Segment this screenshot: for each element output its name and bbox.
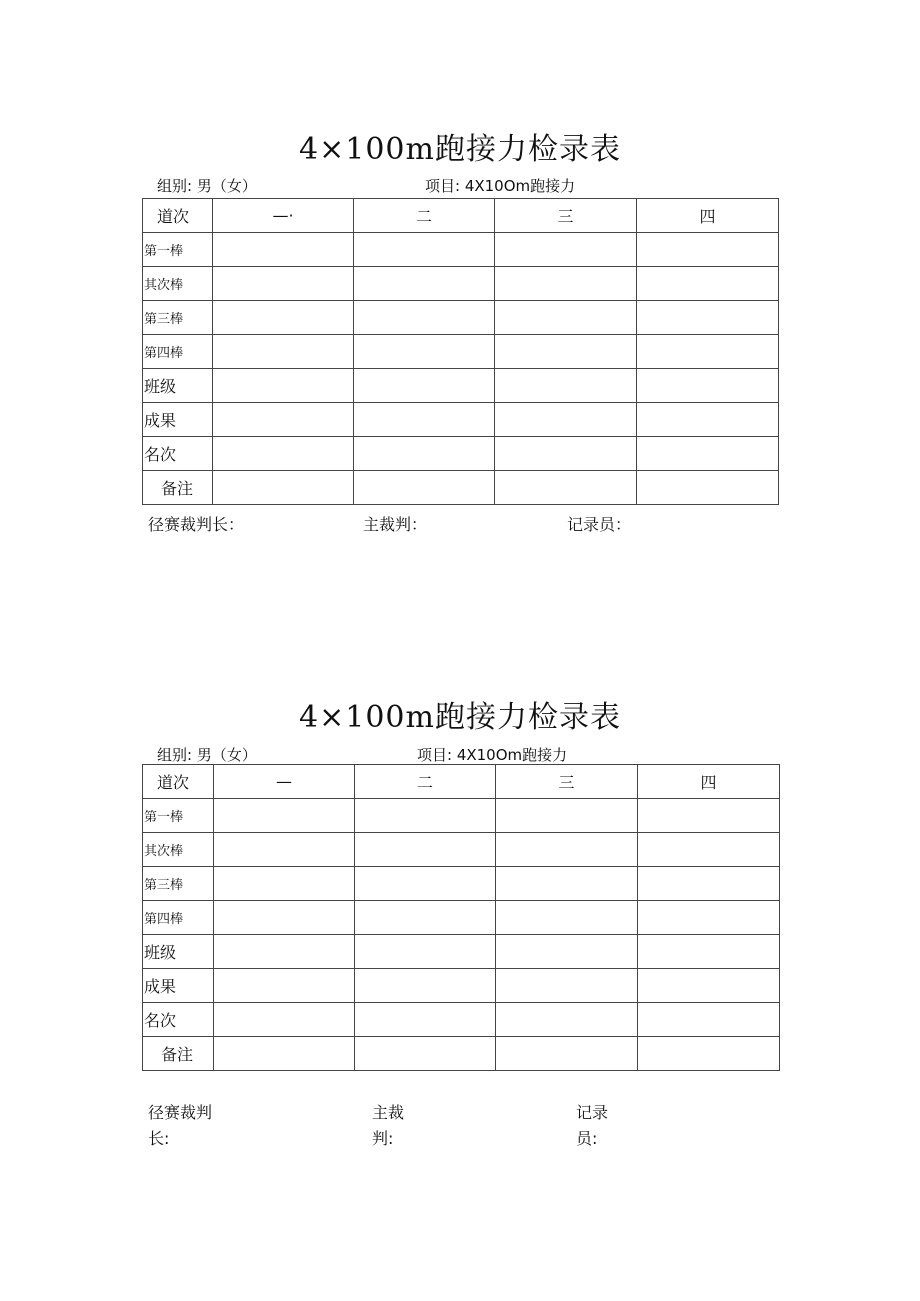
- row-label: 成果: [143, 969, 214, 1003]
- table-cell[interactable]: [637, 335, 779, 369]
- table-cell[interactable]: [354, 233, 495, 267]
- table-cell[interactable]: [214, 901, 355, 935]
- table-cell[interactable]: [355, 935, 496, 969]
- table-cell[interactable]: [637, 369, 779, 403]
- row-label: 第三棒: [143, 867, 214, 901]
- table-cell[interactable]: [354, 335, 495, 369]
- table-cell[interactable]: [213, 369, 354, 403]
- table-cell[interactable]: [355, 867, 496, 901]
- table-cell[interactable]: [214, 799, 355, 833]
- form2-head-referee-sign: [372, 1100, 404, 1152]
- row-label: 第三棒: [143, 301, 213, 335]
- form2-title: 4×100m跑接力检录表: [299, 700, 621, 735]
- form1-title: 4×100m跑接力检录表: [299, 132, 621, 167]
- table-cell[interactable]: [213, 403, 354, 437]
- table-row: [143, 403, 779, 437]
- form2-recorder-sign: [576, 1100, 608, 1152]
- form1-head-referee-sign: 主裁判：: [363, 515, 428, 534]
- lane-2-header: 二: [354, 199, 495, 233]
- table-cell[interactable]: [637, 267, 779, 301]
- lanes-header: 道次: [143, 765, 214, 799]
- table-row: [143, 833, 780, 867]
- sign-line-1: 主裁: [372, 1103, 405, 1122]
- table-cell[interactable]: [496, 901, 638, 935]
- lane-3-header: 三: [496, 765, 638, 799]
- lane-2-header: 二: [355, 765, 496, 799]
- row-label: 名次: [143, 1003, 214, 1037]
- table-row: [143, 335, 779, 369]
- table-row: [143, 867, 780, 901]
- sign-line-2: 长:: [148, 1129, 170, 1148]
- table-cell[interactable]: [496, 867, 638, 901]
- table-cell[interactable]: [495, 471, 637, 505]
- table-cell[interactable]: [496, 1003, 638, 1037]
- table-cell[interactable]: [354, 471, 495, 505]
- table-cell[interactable]: [213, 471, 354, 505]
- row-label: 备注: [143, 1037, 214, 1071]
- row-label: 名次: [143, 437, 213, 471]
- table-cell[interactable]: [354, 301, 495, 335]
- table-cell[interactable]: [213, 233, 354, 267]
- table-row: [143, 267, 779, 301]
- row-label: 其次棒: [143, 267, 213, 301]
- table-cell[interactable]: [638, 935, 780, 969]
- table-row: [143, 1037, 780, 1071]
- table-cell[interactable]: [354, 403, 495, 437]
- lanes-header: 道次: [143, 199, 213, 233]
- table-row: [143, 935, 780, 969]
- table-cell[interactable]: [354, 437, 495, 471]
- table-cell[interactable]: [638, 901, 780, 935]
- table-cell[interactable]: [355, 799, 496, 833]
- row-label: 第一棒: [143, 799, 214, 833]
- table-cell[interactable]: [355, 1003, 496, 1037]
- table-cell[interactable]: [495, 301, 637, 335]
- row-label: 成果: [143, 403, 213, 437]
- table-cell[interactable]: [495, 233, 637, 267]
- table-row: [143, 233, 779, 267]
- table-cell[interactable]: [637, 471, 779, 505]
- form1-table: [142, 198, 779, 505]
- table-cell[interactable]: [496, 799, 638, 833]
- row-label: 第四棒: [143, 901, 214, 935]
- table-cell[interactable]: [638, 833, 780, 867]
- lane-4-header: 四: [638, 765, 780, 799]
- table-row: [143, 799, 780, 833]
- sign-line-2: 员:: [576, 1129, 598, 1148]
- table-cell[interactable]: [496, 969, 638, 1003]
- table-row: [143, 471, 779, 505]
- table-cell[interactable]: [495, 403, 637, 437]
- table-cell[interactable]: [354, 267, 495, 301]
- form1-chief-referee-sign: 径赛裁判长：: [148, 515, 245, 534]
- table-cell[interactable]: [495, 335, 637, 369]
- sign-line-2: 判:: [372, 1129, 394, 1148]
- form2-event-label: 项目: 4X10Om跑接力: [417, 746, 568, 764]
- table-cell[interactable]: [496, 833, 638, 867]
- lane-1-header: —: [214, 765, 355, 799]
- table-cell[interactable]: [637, 233, 779, 267]
- table-cell[interactable]: [495, 437, 637, 471]
- table-cell[interactable]: [355, 833, 496, 867]
- sign-line-1: 径赛裁判: [148, 1103, 213, 1122]
- table-cell[interactable]: [637, 437, 779, 471]
- table-cell[interactable]: [496, 1037, 638, 1071]
- row-label: 备注: [143, 471, 213, 505]
- table-cell[interactable]: [213, 301, 354, 335]
- table-cell[interactable]: [355, 1037, 496, 1071]
- table-cell[interactable]: [638, 799, 780, 833]
- form2-group-label: 组别: 男（女）: [157, 746, 257, 764]
- table-row: [143, 301, 779, 335]
- table-cell[interactable]: [214, 1003, 355, 1037]
- table-cell[interactable]: [495, 369, 637, 403]
- table-cell[interactable]: [496, 935, 638, 969]
- table-cell[interactable]: [213, 437, 354, 471]
- table-cell[interactable]: [214, 969, 355, 1003]
- table-cell[interactable]: [495, 267, 637, 301]
- table-cell[interactable]: [637, 301, 779, 335]
- lane-1-header: —·: [213, 199, 354, 233]
- table-cell[interactable]: [214, 833, 355, 867]
- table-cell[interactable]: [355, 969, 496, 1003]
- row-label: 班级: [143, 369, 213, 403]
- table-row: [143, 437, 779, 471]
- row-label: 其次棒: [143, 833, 214, 867]
- sign-line-1: 记录: [576, 1103, 609, 1122]
- lane-4-header: 四: [637, 199, 779, 233]
- table-row: [143, 901, 780, 935]
- form1-group-label: 组别: 男（女）: [157, 177, 257, 195]
- form1-event-label: 项目: 4X10Om跑接力: [425, 177, 576, 195]
- table-cell[interactable]: [638, 867, 780, 901]
- table-header-row: [143, 199, 779, 233]
- table-cell[interactable]: [213, 267, 354, 301]
- table-header-row: [143, 765, 780, 799]
- table-cell[interactable]: [355, 901, 496, 935]
- table-cell[interactable]: [637, 403, 779, 437]
- row-label: 第一棒: [143, 233, 213, 267]
- form2-chief-referee-sign: [148, 1100, 212, 1152]
- table-row: [143, 969, 780, 1003]
- form2-table: [142, 764, 780, 1071]
- table-row: [143, 369, 779, 403]
- table-cell[interactable]: [354, 369, 495, 403]
- table-cell[interactable]: [213, 335, 354, 369]
- table-cell[interactable]: [638, 1037, 780, 1071]
- table-cell[interactable]: [638, 1003, 780, 1037]
- table-cell[interactable]: [214, 867, 355, 901]
- table-cell[interactable]: [638, 969, 780, 1003]
- table-cell[interactable]: [214, 1037, 355, 1071]
- row-label: 班级: [143, 935, 214, 969]
- row-label: 第四棒: [143, 335, 213, 369]
- table-row: [143, 1003, 780, 1037]
- form1-recorder-sign: 记录员：: [567, 515, 632, 534]
- table-cell[interactable]: [214, 935, 355, 969]
- lane-3-header: 三: [495, 199, 637, 233]
